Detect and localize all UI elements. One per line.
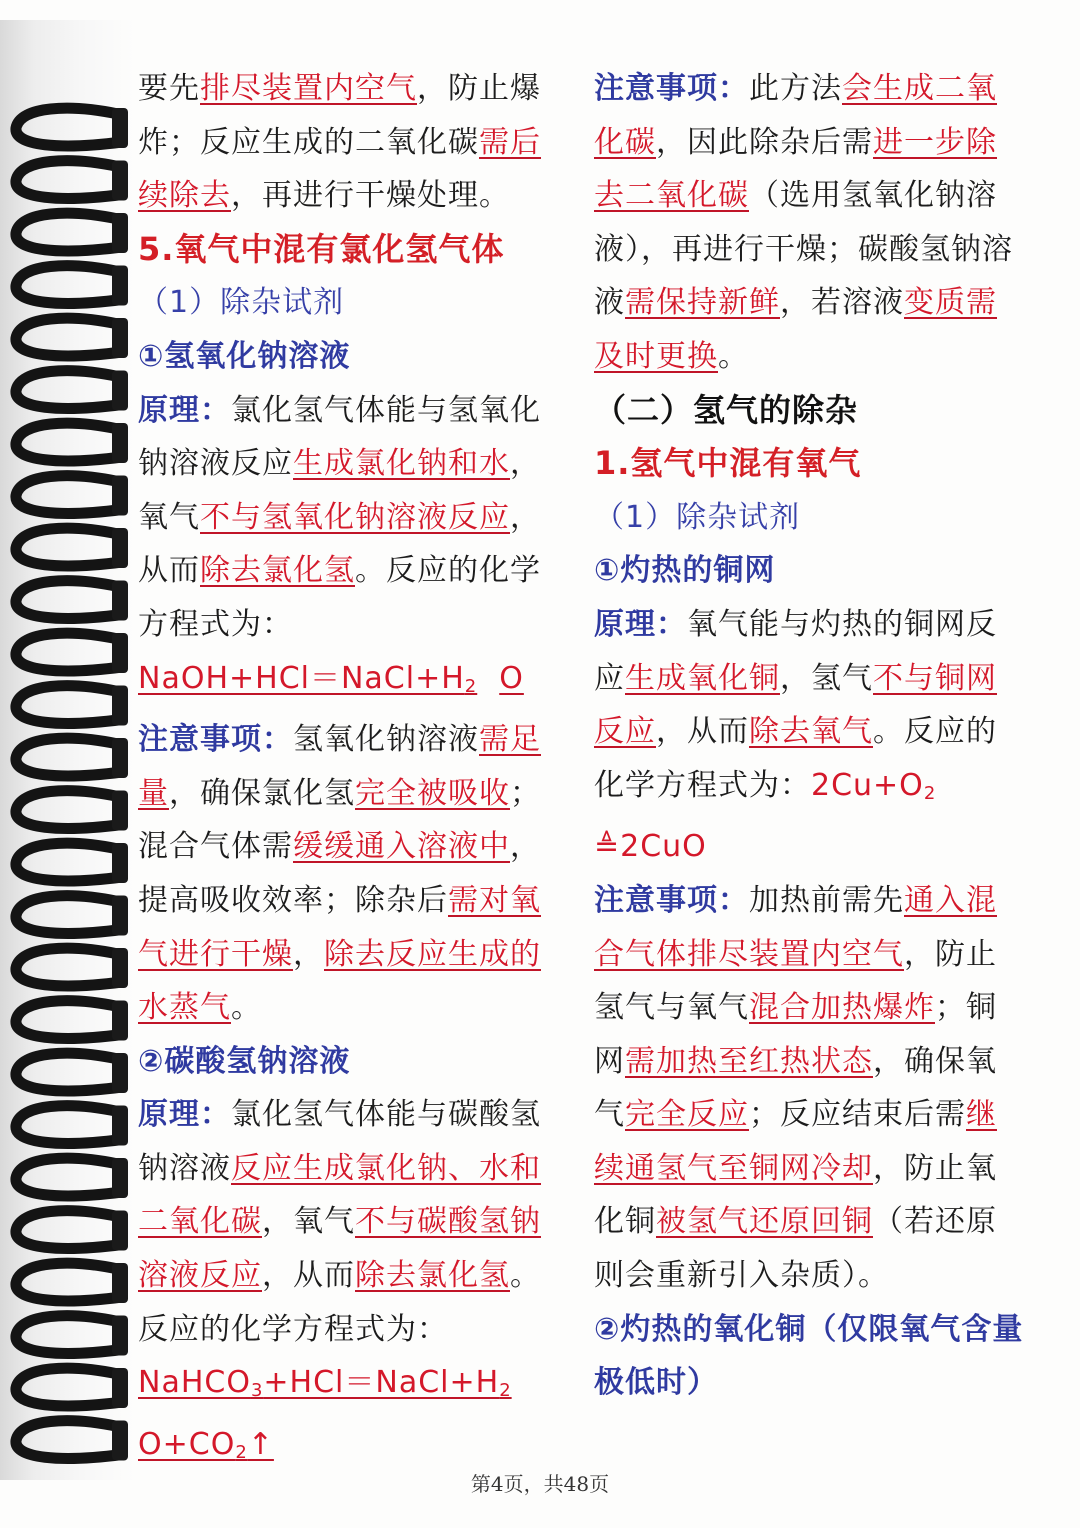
- binding-ring: [16, 1158, 122, 1196]
- binding-ring: [16, 581, 122, 619]
- binding-hole: [112, 1053, 128, 1093]
- binding-hole: [112, 1001, 128, 1041]
- binding-hole: [112, 948, 128, 988]
- binding-hole: [112, 266, 128, 306]
- binding-hole: [112, 318, 128, 358]
- binding-ring: [16, 1001, 122, 1039]
- principle-nahco3: 原理：氯化氢气体能与碳酸氢钠溶液反应生成氯化钠、水和二氧化碳，氧气不与碳酸氢钠溶液反应，从而除去氯化氢。反应的化学方程式为：$NaHCO_3+HCl=NaCl+H_2O+CO_2↑$: [138, 1097, 541, 1463]
- binding-ring: [16, 1316, 122, 1354]
- subheading-reagents: （1）除杂试剂: [138, 285, 345, 321]
- binding-hole: [112, 738, 128, 778]
- binding-hole: [112, 1263, 128, 1303]
- binding-ring: [16, 476, 122, 514]
- binding-ring: [16, 896, 122, 934]
- binding-hole: [112, 633, 128, 673]
- binding-ring: [16, 213, 122, 251]
- item-heading-copper-mesh: ①灼热的铜网: [594, 553, 776, 589]
- binding-hole: [112, 108, 128, 148]
- binding-hole: [112, 1316, 128, 1356]
- binding-hole: [112, 1211, 128, 1251]
- notes-naoh: 注意事项：氢氧化钠溶液需足量，确保氯化氢完全被吸收；混合气体需缓缓通入溶液中，提高吸收效率；除杂后需对氧气进行干燥，除去反应生成的水蒸气。: [138, 722, 541, 1026]
- right-column: [594, 62, 1024, 1410]
- binding-hole: [112, 686, 128, 726]
- binding-ring: [16, 161, 122, 199]
- left-column: [138, 62, 568, 1479]
- page-number-footer: 第4页，共48页: [470, 1472, 610, 1496]
- binding-hole: [112, 791, 128, 831]
- notes-nahco3: 注意事项：此方法会生成二氧化碳，因此除杂后需进一步除去二氧化碳（选用氢氧化钠溶液），再进行干燥；碳酸氢钠溶液需保持新鲜，若溶液变质需及时更换。: [594, 71, 1013, 374]
- section-heading-hydrogen: （二）氢气的除杂: [594, 390, 859, 429]
- binding-ring: [16, 528, 122, 566]
- binding-hole: [112, 476, 128, 516]
- binding-hole: [112, 843, 128, 883]
- binding-ring: [16, 1106, 122, 1144]
- binding-hole: [112, 161, 128, 201]
- binding-ring: [16, 1263, 122, 1301]
- section-heading-h2-o2: 1.氢气中混有氧气: [594, 444, 862, 483]
- binding-hole: [112, 581, 128, 621]
- binding-hole: [112, 896, 128, 936]
- equation-naoh: $NaOH+HCl=NaCl+H_2$ O: [138, 660, 524, 697]
- binding-hole: [112, 213, 128, 253]
- binding-ring: [16, 1211, 122, 1249]
- subheading-reagents-right: （1）除杂试剂: [594, 499, 801, 535]
- binding-ring: [16, 318, 122, 356]
- binding-hole: [112, 423, 128, 463]
- binding-ring: [16, 423, 122, 461]
- binding-ring: [16, 738, 122, 776]
- binding-hole: [112, 1106, 128, 1146]
- item-heading-nahco3: ②碳酸氢钠溶液: [138, 1043, 351, 1079]
- binding-hole: [112, 1158, 128, 1198]
- binding-hole: [112, 1368, 128, 1408]
- notes-copper: 注意事项：加热前需先通入混合气体排尽装置内空气，防止氢气与氧气混合加热爆炸；铜网需加热至红热状态，确保氧气完全反应；反应结束后需继续通氢气至铜网冷却，防止氧化铜被氢气还原回铜（若还原则会重新引入杂质）。: [594, 882, 997, 1294]
- binding-hole: [112, 528, 128, 568]
- spiral-binding-icon: [0, 0, 140, 1528]
- binding-ring: [16, 1421, 122, 1459]
- item-heading-naoh: ①氢氧化钠溶液: [138, 338, 351, 374]
- section-heading-5: 5.氧气中混有氯化氢气体: [138, 229, 505, 268]
- binding-ring: [16, 371, 122, 409]
- binding-ring: [16, 686, 122, 724]
- binding-ring: [16, 108, 122, 146]
- binding-hole: [112, 1421, 128, 1461]
- principle-copper: 原理：氧气能与灼热的铜网反应生成氧化铜，氢气不与铜网反应，从而除去氧气。反应的化学方程式为：$2Cu+O_2$ ≜2CuO: [594, 606, 997, 865]
- binding-ring: [16, 843, 122, 881]
- binding-hole: [112, 371, 128, 411]
- binding-ring: [16, 791, 122, 829]
- binding-ring: [16, 1368, 122, 1406]
- paragraph-continued: 要先排尽装置内空气，防止爆炸；反应生成的二氧化碳需后续除去，再进行干燥处理。: [138, 71, 541, 214]
- binding-ring: [16, 266, 122, 304]
- binding-ring: [16, 948, 122, 986]
- binding-ring: [16, 633, 122, 671]
- item-heading-copper-oxide: ②灼热的氧化铜（仅限氧气含量极低时）: [594, 1311, 1024, 1401]
- binding-ring: [16, 1053, 122, 1091]
- principle-naoh: 原理：氯化氢气体能与氢氧化钠溶液反应生成氯化钠和水，氧气不与氢氧化钠溶液反应，从而除去氯化氢。反应的化学方程式为：: [138, 392, 541, 642]
